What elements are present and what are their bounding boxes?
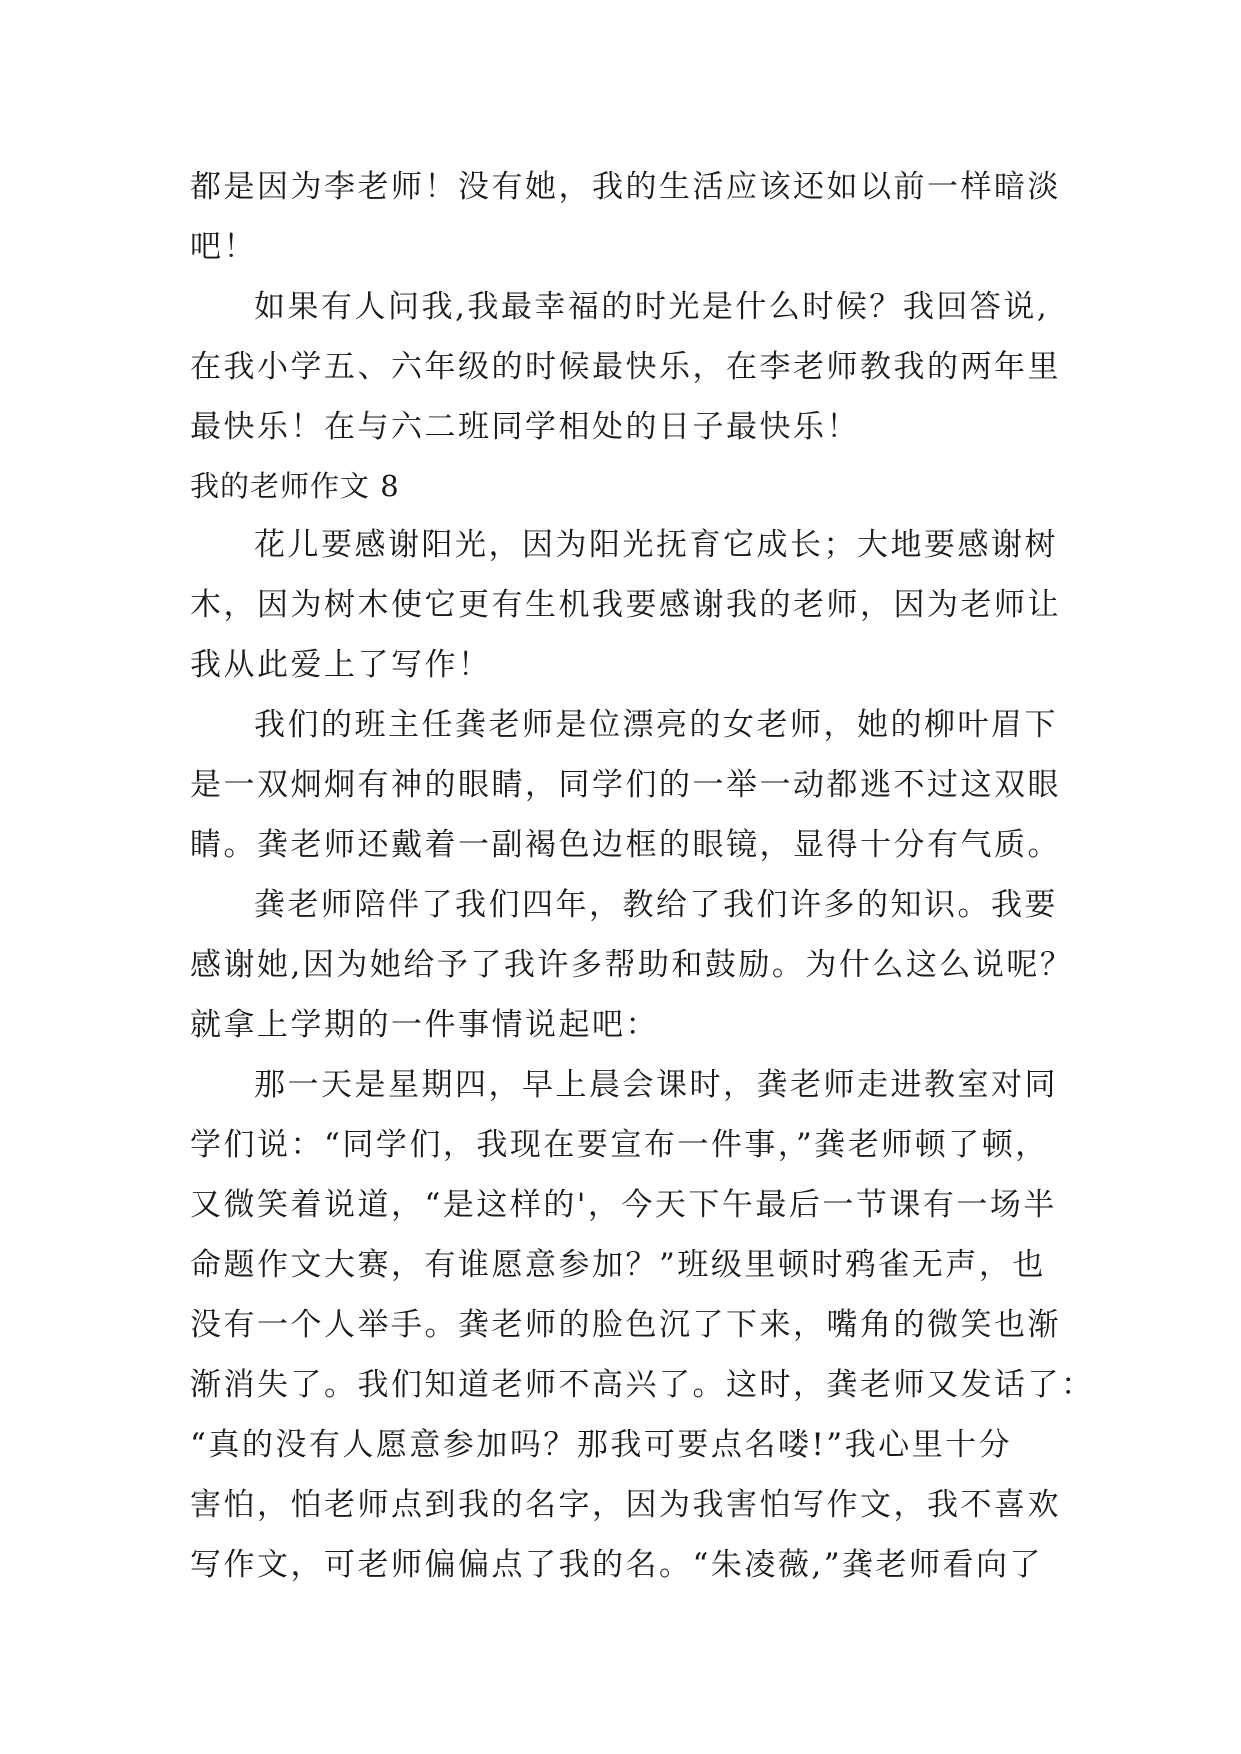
text-line: 在我小学五、六年级的时候最快乐，在李老师教我的两年里	[190, 349, 1061, 385]
text-line: 吧！	[190, 229, 257, 265]
text-line: 又微笑着说道，“是这样的'，今天下午最后一节课有一场半	[190, 1187, 1057, 1223]
text-line: 命题作文大赛，有谁愿意参加？”班级里顿时鸦雀无声，也	[190, 1247, 1046, 1283]
text-line: 木，因为树木使它更有生机我要感谢我的老师，因为老师让	[190, 587, 1061, 623]
paragraph-first-line: 那一天是星期四，早上晨会课时，龚老师走进教室对同	[254, 1067, 1058, 1103]
text-line: 渐消失了。我们知道老师不高兴了。这时，龚老师又发话了：	[190, 1367, 1095, 1403]
paragraph-first-line: 龚老师陪伴了我们四年，教给了我们许多的知识。我要	[254, 887, 1058, 923]
text-line: 感谢她,因为她给予了我许多帮助和鼓励。为什么这么说呢？	[190, 947, 1074, 983]
text-line: 都是因为李老师！没有她，我的生活应该还如以前一样暗淡	[190, 169, 1061, 205]
text-line: 最快乐！在与六二班同学相处的日子最快乐！	[190, 409, 860, 445]
text-line: 我从此爱上了写作！	[190, 647, 492, 683]
document-body	[190, 157, 1095, 1595]
text-line: 是一双炯炯有神的眼睛，同学们的一举一动都逃不过这双眼	[190, 767, 1061, 803]
text-line: 写作文，可老师偏偏点了我的名。“朱凌薇,”龚老师看向了	[190, 1547, 1044, 1583]
paragraph-first-line: 如果有人问我,我最幸福的时光是什么时候？我回答说,	[254, 289, 1050, 325]
text-line: 学们说：“同学们，我现在要宣布一件事，”龚老师顿了顿，	[190, 1127, 1049, 1163]
text-line: “真的没有人愿意参加吗？那我可要点名喽!”我心里十分	[190, 1427, 1013, 1463]
paragraph-first-line: 花儿要感谢阳光，因为阳光抚育它成长；大地要感谢树	[254, 527, 1058, 563]
text-line: 害怕，怕老师点到我的名字，因为我害怕写作文，我不喜欢	[190, 1487, 1061, 1523]
text-line: 就拿上学期的一件事情说起吧：	[190, 1007, 659, 1043]
section-title: 我的老师作文 8	[190, 469, 400, 503]
text-line: 没有一个人举手。龚老师的脸色沉了下来，嘴角的微笑也渐	[190, 1307, 1061, 1343]
paragraph-first-line: 我们的班主任龚老师是位漂亮的女老师，她的柳叶眉下	[254, 707, 1058, 743]
text-line: 睛。龚老师还戴着一副褐色边框的眼镜，显得十分有气质。	[190, 827, 1061, 863]
